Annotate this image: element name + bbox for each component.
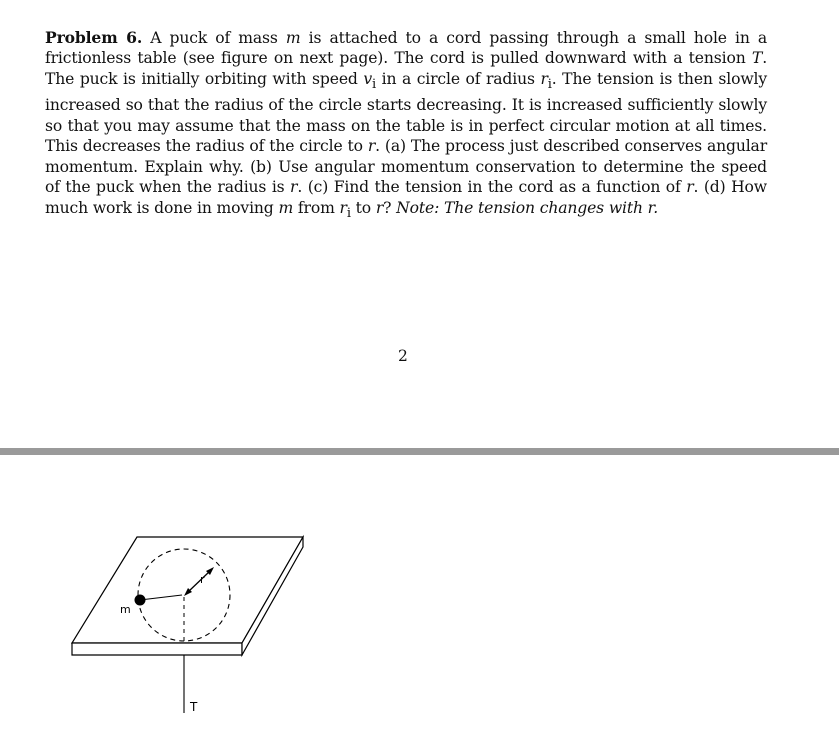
problem-label: Problem 6.	[45, 27, 143, 47]
text-segment: ?	[383, 198, 397, 217]
math-var: r	[290, 178, 298, 197]
text-segment: . (a) The process just described conserves angular momentum. Explain why. (b) Use angular momentum conservation to determine the speed of the puck when the radius is	[45, 137, 768, 197]
problem-note: Note: The tension changes with r.	[396, 198, 659, 217]
math-var: m	[285, 28, 301, 47]
text-segment: . (c) Find the tension in the cord as a function of	[297, 178, 687, 197]
text-segment: . (d) How much work is done in moving	[45, 178, 767, 217]
math-var: r	[540, 69, 548, 88]
text-segment: is attached to a cord passing through a small hole in a frictionless table (see figure on next page). The cord is pulled downward with a tension	[45, 28, 768, 68]
math-var: v	[363, 69, 372, 88]
tension-label: T	[190, 700, 198, 714]
text-segment: . The tension is then slowly increased so that the radius of the circle starts decreasing. It is increased sufficiently slowly so that you may assume that the mass on the table is in perfect circular motion at all times. This decreases the radius of the circle to	[45, 69, 768, 156]
text-segment: . The puck is initially orbiting with speed	[45, 49, 767, 88]
math-var: r	[367, 137, 376, 156]
text-segment: to	[350, 198, 376, 217]
problem-statement	[45, 28, 767, 225]
radius-label: r	[200, 573, 205, 586]
text-segment: from	[293, 198, 340, 217]
mass-label: m	[120, 603, 131, 616]
math-var: r	[339, 198, 347, 217]
math-subscript: i	[547, 76, 552, 92]
page-divider	[0, 448, 839, 455]
text-segment: in a circle of radius	[376, 69, 541, 88]
figure-puck-on-table	[60, 525, 320, 725]
math-var: r	[375, 198, 384, 217]
math-var: m	[278, 198, 294, 217]
math-subscript: i	[346, 205, 351, 221]
math-var: r	[686, 178, 694, 197]
math-subscript: i	[372, 76, 377, 92]
math-var: T	[751, 49, 763, 68]
page-number: 2	[398, 347, 408, 365]
puck-mass	[135, 595, 146, 606]
text-segment: A puck of mass	[142, 28, 286, 47]
table-front-edge	[72, 643, 242, 655]
